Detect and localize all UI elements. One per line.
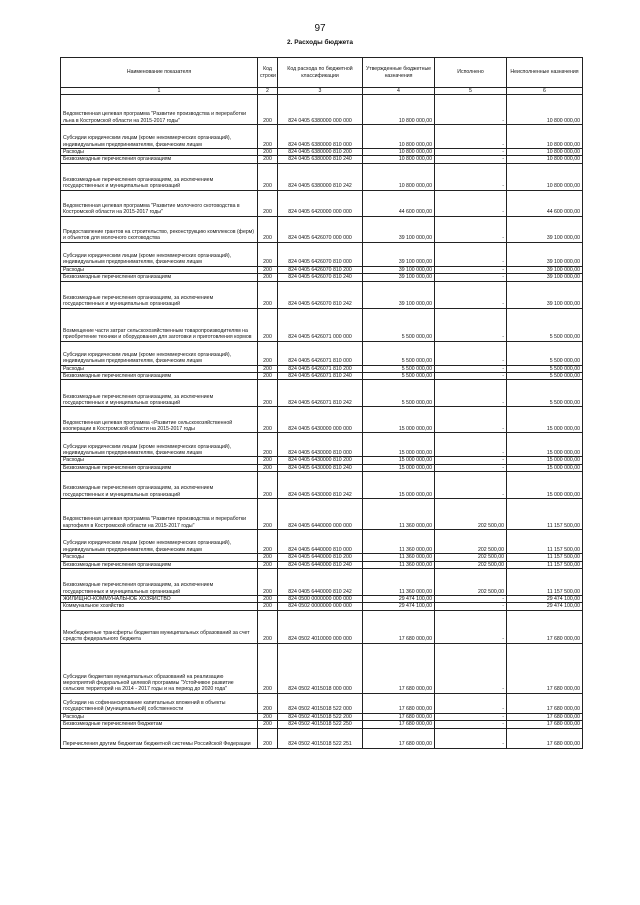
row-line-code: 200 bbox=[258, 464, 278, 471]
row-line-code: 200 bbox=[258, 603, 278, 610]
row-unexecuted-amount: 5 500 000,00 bbox=[507, 373, 583, 380]
row-unexecuted-amount: 44 600 000,00 bbox=[507, 190, 583, 216]
row-budget-code: 824 0502 4015018 522 250 bbox=[278, 721, 363, 728]
header-name: Наименование показателя bbox=[61, 58, 258, 88]
row-name: Безвозмездные перечисления организациям bbox=[61, 464, 258, 471]
row-approved-amount: 10 800 000,00 bbox=[363, 125, 435, 149]
table-row bbox=[61, 433, 583, 457]
row-line-code: 200 bbox=[258, 596, 278, 603]
row-unexecuted-amount: 39 100 000,00 bbox=[507, 216, 583, 242]
row-unexecuted-amount: 39 100 000,00 bbox=[507, 242, 583, 266]
column-number-row bbox=[61, 88, 583, 95]
row-executed-amount: - bbox=[435, 713, 507, 720]
table-row bbox=[61, 464, 583, 471]
row-line-code: 200 bbox=[258, 156, 278, 163]
table-row bbox=[61, 190, 583, 216]
row-approved-amount: 5 500 000,00 bbox=[363, 341, 435, 365]
row-approved-amount: 11 360 000,00 bbox=[363, 561, 435, 568]
row-executed-amount: - bbox=[435, 163, 507, 190]
row-approved-amount: 10 800 000,00 bbox=[363, 156, 435, 163]
row-unexecuted-amount: 17 680 000,00 bbox=[507, 610, 583, 643]
row-line-code: 200 bbox=[258, 125, 278, 149]
table-row bbox=[61, 569, 583, 596]
row-executed-amount: - bbox=[435, 472, 507, 499]
table-row bbox=[61, 242, 583, 266]
row-unexecuted-amount: 10 800 000,00 bbox=[507, 163, 583, 190]
row-executed-amount: - bbox=[435, 308, 507, 341]
row-unexecuted-amount: 5 500 000,00 bbox=[507, 365, 583, 372]
row-name: Субсидии юридическим лицам (кроме некоммерческих организаций), индивидуальным предпринимателям, физическим лицам bbox=[61, 433, 258, 457]
row-line-code: 200 bbox=[258, 728, 278, 748]
row-approved-amount: 5 500 000,00 bbox=[363, 380, 435, 407]
row-budget-code: 824 0405 6440000 810 240 bbox=[278, 561, 363, 568]
row-approved-amount: 15 000 000,00 bbox=[363, 407, 435, 433]
table-row bbox=[61, 274, 583, 281]
table-row bbox=[61, 561, 583, 568]
table-row bbox=[61, 266, 583, 273]
row-approved-amount: 17 680 000,00 bbox=[363, 728, 435, 748]
row-executed-amount: - bbox=[435, 190, 507, 216]
row-name: Предоставление грантов на строительство, реконструкцию комплексов (ферм) и объектов для молочного скотоводства bbox=[61, 216, 258, 242]
row-name: Расходы bbox=[61, 266, 258, 273]
row-line-code: 200 bbox=[258, 643, 278, 693]
row-line-code: 200 bbox=[258, 721, 278, 728]
table-row bbox=[61, 281, 583, 308]
row-approved-amount: 11 360 000,00 bbox=[363, 499, 435, 530]
row-line-code: 200 bbox=[258, 341, 278, 365]
row-executed-amount: - bbox=[435, 464, 507, 471]
row-executed-amount: - bbox=[435, 216, 507, 242]
table-row bbox=[61, 95, 583, 125]
row-budget-code: 824 0405 6426070 810 200 bbox=[278, 266, 363, 273]
row-name: Ведомственная целевая программа "Развитие производства и переработки льна в Костромской области на 2015-2017 годы" bbox=[61, 95, 258, 125]
row-approved-amount: 17 680 000,00 bbox=[363, 610, 435, 643]
row-name: Расходы bbox=[61, 457, 258, 464]
row-executed-amount: - bbox=[435, 281, 507, 308]
row-budget-code: 824 0405 6426070 000 000 bbox=[278, 216, 363, 242]
row-line-code: 200 bbox=[258, 266, 278, 273]
row-unexecuted-amount: 10 800 000,00 bbox=[507, 149, 583, 156]
row-executed-amount: - bbox=[435, 373, 507, 380]
row-approved-amount: 15 000 000,00 bbox=[363, 433, 435, 457]
row-budget-code: 824 0405 6380000 810 000 bbox=[278, 125, 363, 149]
row-unexecuted-amount: 5 500 000,00 bbox=[507, 341, 583, 365]
row-executed-amount: 202 500,00 bbox=[435, 499, 507, 530]
row-unexecuted-amount: 17 680 000,00 bbox=[507, 643, 583, 693]
row-budget-code: 824 0405 6440000 810 000 bbox=[278, 530, 363, 554]
row-line-code: 200 bbox=[258, 163, 278, 190]
page-number: 97 bbox=[314, 23, 326, 34]
row-line-code: 200 bbox=[258, 610, 278, 643]
row-approved-amount: 17 680 000,00 bbox=[363, 721, 435, 728]
row-approved-amount: 15 000 000,00 bbox=[363, 472, 435, 499]
row-executed-amount: - bbox=[435, 407, 507, 433]
column-number: 1 bbox=[61, 88, 258, 95]
table-row bbox=[61, 365, 583, 372]
column-number: 6 bbox=[507, 88, 583, 95]
row-executed-amount: 202 500,00 bbox=[435, 569, 507, 596]
row-approved-amount: 10 800 000,00 bbox=[363, 163, 435, 190]
table-row bbox=[61, 721, 583, 728]
row-budget-code: 824 0405 6430000 000 000 bbox=[278, 407, 363, 433]
row-executed-amount: - bbox=[435, 149, 507, 156]
row-approved-amount: 17 680 000,00 bbox=[363, 693, 435, 713]
row-unexecuted-amount: 39 100 000,00 bbox=[507, 281, 583, 308]
row-executed-amount: 202 500,00 bbox=[435, 554, 507, 561]
row-executed-amount: 202 500,00 bbox=[435, 561, 507, 568]
row-name: Субсидии юридическим лицам (кроме некоммерческих организаций), индивидуальным предпринимателям, физическим лицам bbox=[61, 125, 258, 149]
row-approved-amount: 15 000 000,00 bbox=[363, 464, 435, 471]
row-unexecuted-amount: 29 474 100,00 bbox=[507, 603, 583, 610]
row-name: Ведомственная целевая программа "Развитие молочного скотоводства в Костромской области на 2015-2017 годы" bbox=[61, 190, 258, 216]
table-row bbox=[61, 341, 583, 365]
row-executed-amount: - bbox=[435, 457, 507, 464]
table-row bbox=[61, 610, 583, 643]
row-unexecuted-amount: 10 800 000,00 bbox=[507, 95, 583, 125]
row-name: Перечисления другим бюджетам бюджетной системы Российской Федерации bbox=[61, 728, 258, 748]
row-budget-code: 824 0405 6380000 810 200 bbox=[278, 149, 363, 156]
row-name: Субсидии юридическим лицам (кроме некоммерческих организаций), индивидуальным предпринимателям, физическим лицам bbox=[61, 341, 258, 365]
row-unexecuted-amount: 15 000 000,00 bbox=[507, 433, 583, 457]
row-approved-amount: 10 800 000,00 bbox=[363, 95, 435, 125]
table-row bbox=[61, 380, 583, 407]
row-budget-code: 824 0405 6426070 810 240 bbox=[278, 274, 363, 281]
column-number: 2 bbox=[258, 88, 278, 95]
row-executed-amount: - bbox=[435, 125, 507, 149]
row-budget-code: 824 0502 4015018 522 000 bbox=[278, 693, 363, 713]
row-unexecuted-amount: 39 100 000,00 bbox=[507, 266, 583, 273]
table-row bbox=[61, 728, 583, 748]
row-unexecuted-amount: 11 157 500,00 bbox=[507, 530, 583, 554]
row-line-code: 200 bbox=[258, 274, 278, 281]
row-budget-code: 824 0502 0000000 000 000 bbox=[278, 603, 363, 610]
header-executed: Исполнено bbox=[435, 58, 507, 88]
row-approved-amount: 29 474 100,00 bbox=[363, 603, 435, 610]
row-approved-amount: 17 680 000,00 bbox=[363, 713, 435, 720]
row-unexecuted-amount: 17 680 000,00 bbox=[507, 693, 583, 713]
table-row bbox=[61, 149, 583, 156]
row-line-code: 200 bbox=[258, 569, 278, 596]
row-line-code: 200 bbox=[258, 472, 278, 499]
row-line-code: 200 bbox=[258, 190, 278, 216]
row-approved-amount: 5 500 000,00 bbox=[363, 308, 435, 341]
row-budget-code: 824 0405 6430000 810 000 bbox=[278, 433, 363, 457]
row-budget-code: 824 0502 4010000 000 000 bbox=[278, 610, 363, 643]
row-line-code: 200 bbox=[258, 242, 278, 266]
row-line-code: 200 bbox=[258, 149, 278, 156]
header-row bbox=[61, 58, 583, 88]
row-name: Безвозмездные перечисления организациям, за исключением государственных и муниципальных организаций bbox=[61, 163, 258, 190]
table-row bbox=[61, 308, 583, 341]
row-budget-code: 824 0405 6426071 810 000 bbox=[278, 341, 363, 365]
row-line-code: 200 bbox=[258, 407, 278, 433]
row-approved-amount: 15 000 000,00 bbox=[363, 457, 435, 464]
row-budget-code: 824 0405 6426070 810 242 bbox=[278, 281, 363, 308]
row-name: Расходы bbox=[61, 149, 258, 156]
row-name: ЖИЛИЩНО-КОММУНАЛЬНОЕ ХОЗЯЙСТВО bbox=[61, 596, 258, 603]
row-name: Безвозмездные перечисления организациям bbox=[61, 156, 258, 163]
table-row bbox=[61, 407, 583, 433]
table-row bbox=[61, 216, 583, 242]
row-executed-amount: - bbox=[435, 341, 507, 365]
row-budget-code: 824 0405 6380000 000 000 bbox=[278, 95, 363, 125]
row-line-code: 200 bbox=[258, 216, 278, 242]
row-budget-code: 824 0405 6426070 810 000 bbox=[278, 242, 363, 266]
row-line-code: 200 bbox=[258, 457, 278, 464]
row-name: Коммунальное хозяйство bbox=[61, 603, 258, 610]
row-unexecuted-amount: 17 680 000,00 bbox=[507, 721, 583, 728]
row-budget-code: 824 0502 4015018 522 200 bbox=[278, 713, 363, 720]
header-unexecuted: Неисполненные назначения bbox=[507, 58, 583, 88]
row-unexecuted-amount: 5 500 000,00 bbox=[507, 308, 583, 341]
table-row bbox=[61, 596, 583, 603]
row-budget-code: 824 0405 6426071 810 240 bbox=[278, 373, 363, 380]
row-name: Ведомственная целевая программа "Развитие производства и переработки картофеля в Костромской области на 2015-2017 годы" bbox=[61, 499, 258, 530]
row-name: Безвозмездные перечисления организациям bbox=[61, 561, 258, 568]
row-executed-amount: - bbox=[435, 643, 507, 693]
row-line-code: 200 bbox=[258, 499, 278, 530]
section-title: 2. Расходы бюджета bbox=[287, 39, 353, 46]
row-executed-amount: - bbox=[435, 693, 507, 713]
row-budget-code: 824 0500 0000000 000 000 bbox=[278, 596, 363, 603]
table-row bbox=[61, 373, 583, 380]
row-approved-amount: 11 360 000,00 bbox=[363, 569, 435, 596]
row-line-code: 200 bbox=[258, 713, 278, 720]
row-unexecuted-amount: 39 100 000,00 bbox=[507, 274, 583, 281]
table-row bbox=[61, 693, 583, 713]
row-name: Расходы bbox=[61, 554, 258, 561]
row-executed-amount: - bbox=[435, 721, 507, 728]
row-budget-code: 824 0405 6440000 000 000 bbox=[278, 499, 363, 530]
row-name: Ведомственная целевая программа «Развитие сельскохозяйственной кооперации в Костромской области на 2015-2017 годы bbox=[61, 407, 258, 433]
row-budget-code: 824 0405 6440000 810 242 bbox=[278, 569, 363, 596]
table-row bbox=[61, 713, 583, 720]
row-executed-amount: - bbox=[435, 95, 507, 125]
row-budget-code: 824 0405 6380000 810 242 bbox=[278, 163, 363, 190]
table-row bbox=[61, 554, 583, 561]
row-name: Субсидии бюджетам муниципальных образований на реализацию мероприятий федеральной целевой программы "Устойчивое развитие сельских территорий на 2014 - 2017 годы и на период до 2020 года" bbox=[61, 643, 258, 693]
row-unexecuted-amount: 10 800 000,00 bbox=[507, 156, 583, 163]
row-budget-code: 824 0502 4015018 000 000 bbox=[278, 643, 363, 693]
row-unexecuted-amount: 15 000 000,00 bbox=[507, 457, 583, 464]
row-approved-amount: 39 100 000,00 bbox=[363, 266, 435, 273]
table-row bbox=[61, 457, 583, 464]
row-unexecuted-amount: 29 474 100,00 bbox=[507, 596, 583, 603]
row-unexecuted-amount: 5 500 000,00 bbox=[507, 380, 583, 407]
row-approved-amount: 39 100 000,00 bbox=[363, 242, 435, 266]
row-name: Субсидии юридическим лицам (кроме некоммерческих организаций), индивидуальным предпринимателям, физическим лицам bbox=[61, 530, 258, 554]
row-approved-amount: 39 100 000,00 bbox=[363, 216, 435, 242]
row-budget-code: 824 0405 6426071 810 242 bbox=[278, 380, 363, 407]
column-number: 3 bbox=[278, 88, 363, 95]
row-executed-amount: - bbox=[435, 266, 507, 273]
row-budget-code: 824 0405 6420000 000 000 bbox=[278, 190, 363, 216]
row-budget-code: 824 0405 6440000 810 200 bbox=[278, 554, 363, 561]
row-unexecuted-amount: 11 157 500,00 bbox=[507, 561, 583, 568]
row-name: Межбюджетные трансферты бюджетам муниципальных образований за счет средств федерального бюджета bbox=[61, 610, 258, 643]
column-number: 5 bbox=[435, 88, 507, 95]
row-line-code: 200 bbox=[258, 693, 278, 713]
row-unexecuted-amount: 10 800 000,00 bbox=[507, 125, 583, 149]
table-row bbox=[61, 530, 583, 554]
expenses-table bbox=[60, 57, 583, 749]
column-number: 4 bbox=[363, 88, 435, 95]
row-approved-amount: 10 800 000,00 bbox=[363, 149, 435, 156]
row-executed-amount: - bbox=[435, 596, 507, 603]
row-executed-amount: - bbox=[435, 610, 507, 643]
row-name: Безвозмездные перечисления организациям bbox=[61, 373, 258, 380]
table-row bbox=[61, 156, 583, 163]
row-name: Безвозмездные перечисления организациям, за исключением государственных и муниципальных организаций bbox=[61, 281, 258, 308]
row-executed-amount: - bbox=[435, 433, 507, 457]
row-approved-amount: 5 500 000,00 bbox=[363, 373, 435, 380]
row-line-code: 200 bbox=[258, 530, 278, 554]
row-budget-code: 824 0405 6380000 810 240 bbox=[278, 156, 363, 163]
row-line-code: 200 bbox=[258, 433, 278, 457]
row-approved-amount: 44 600 000,00 bbox=[363, 190, 435, 216]
row-executed-amount: - bbox=[435, 380, 507, 407]
row-executed-amount: - bbox=[435, 728, 507, 748]
table-row bbox=[61, 163, 583, 190]
header-approved: Утвержденные бюджетные назначения bbox=[363, 58, 435, 88]
row-approved-amount: 17 680 000,00 bbox=[363, 643, 435, 693]
row-budget-code: 824 0405 6430000 810 240 bbox=[278, 464, 363, 471]
row-unexecuted-amount: 17 680 000,00 bbox=[507, 713, 583, 720]
row-line-code: 200 bbox=[258, 95, 278, 125]
table-body bbox=[61, 95, 583, 749]
row-budget-code: 824 0405 6430000 810 242 bbox=[278, 472, 363, 499]
row-name: Безвозмездные перечисления организациям, за исключением государственных и муниципальных организаций bbox=[61, 380, 258, 407]
row-budget-code: 824 0502 4015018 522 251 bbox=[278, 728, 363, 748]
header-line-code: Код строки bbox=[258, 58, 278, 88]
row-approved-amount: 29 474 100,00 bbox=[363, 596, 435, 603]
row-unexecuted-amount: 15 000 000,00 bbox=[507, 472, 583, 499]
row-approved-amount: 39 100 000,00 bbox=[363, 274, 435, 281]
row-approved-amount: 39 100 000,00 bbox=[363, 281, 435, 308]
row-line-code: 200 bbox=[258, 561, 278, 568]
row-unexecuted-amount: 11 157 500,00 bbox=[507, 499, 583, 530]
header-budget-code: Код расхода по бюджетной классификации bbox=[278, 58, 363, 88]
row-approved-amount: 11 360 000,00 bbox=[363, 554, 435, 561]
row-line-code: 200 bbox=[258, 554, 278, 561]
row-unexecuted-amount: 11 157 500,00 bbox=[507, 554, 583, 561]
row-name: Безвозмездные перечисления организациям, за исключением государственных и муниципальных организаций bbox=[61, 569, 258, 596]
row-executed-amount: - bbox=[435, 242, 507, 266]
row-approved-amount: 5 500 000,00 bbox=[363, 365, 435, 372]
table-row bbox=[61, 643, 583, 693]
row-name: Безвозмездные перечисления организациям bbox=[61, 274, 258, 281]
row-name: Расходы bbox=[61, 713, 258, 720]
row-unexecuted-amount: 15 000 000,00 bbox=[507, 464, 583, 471]
row-line-code: 200 bbox=[258, 365, 278, 372]
table-row bbox=[61, 499, 583, 530]
row-line-code: 200 bbox=[258, 373, 278, 380]
row-budget-code: 824 0405 6426071 000 000 bbox=[278, 308, 363, 341]
row-line-code: 200 bbox=[258, 380, 278, 407]
row-unexecuted-amount: 15 000 000,00 bbox=[507, 407, 583, 433]
row-line-code: 200 bbox=[258, 308, 278, 341]
table-row bbox=[61, 125, 583, 149]
row-executed-amount: - bbox=[435, 603, 507, 610]
row-name: Субсидии на софинансирование капитальных вложений в объекты государственной (муниципальной) собственности bbox=[61, 693, 258, 713]
row-executed-amount: 202 500,00 bbox=[435, 530, 507, 554]
table-row bbox=[61, 603, 583, 610]
row-approved-amount: 11 360 000,00 bbox=[363, 530, 435, 554]
row-name: Безвозмездные перечисления бюджетам bbox=[61, 721, 258, 728]
table-row bbox=[61, 472, 583, 499]
row-unexecuted-amount: 17 680 000,00 bbox=[507, 728, 583, 748]
row-name: Субсидии юридическим лицам (кроме некоммерческих организаций), индивидуальным предпринимателям, физическим лицам bbox=[61, 242, 258, 266]
row-line-code: 200 bbox=[258, 281, 278, 308]
row-unexecuted-amount: 11 157 500,00 bbox=[507, 569, 583, 596]
row-budget-code: 824 0405 6430000 810 200 bbox=[278, 457, 363, 464]
row-executed-amount: - bbox=[435, 274, 507, 281]
row-budget-code: 824 0405 6426071 810 200 bbox=[278, 365, 363, 372]
row-executed-amount: - bbox=[435, 156, 507, 163]
row-name: Безвозмездные перечисления организациям, за исключением государственных и муниципальных организаций bbox=[61, 472, 258, 499]
row-name: Расходы bbox=[61, 365, 258, 372]
row-name: Возмещение части затрат сельскохозяйственным товаропроизводителям на приобретение техники и оборудования для заготовки и приготовления кормов bbox=[61, 308, 258, 341]
row-executed-amount: - bbox=[435, 365, 507, 372]
